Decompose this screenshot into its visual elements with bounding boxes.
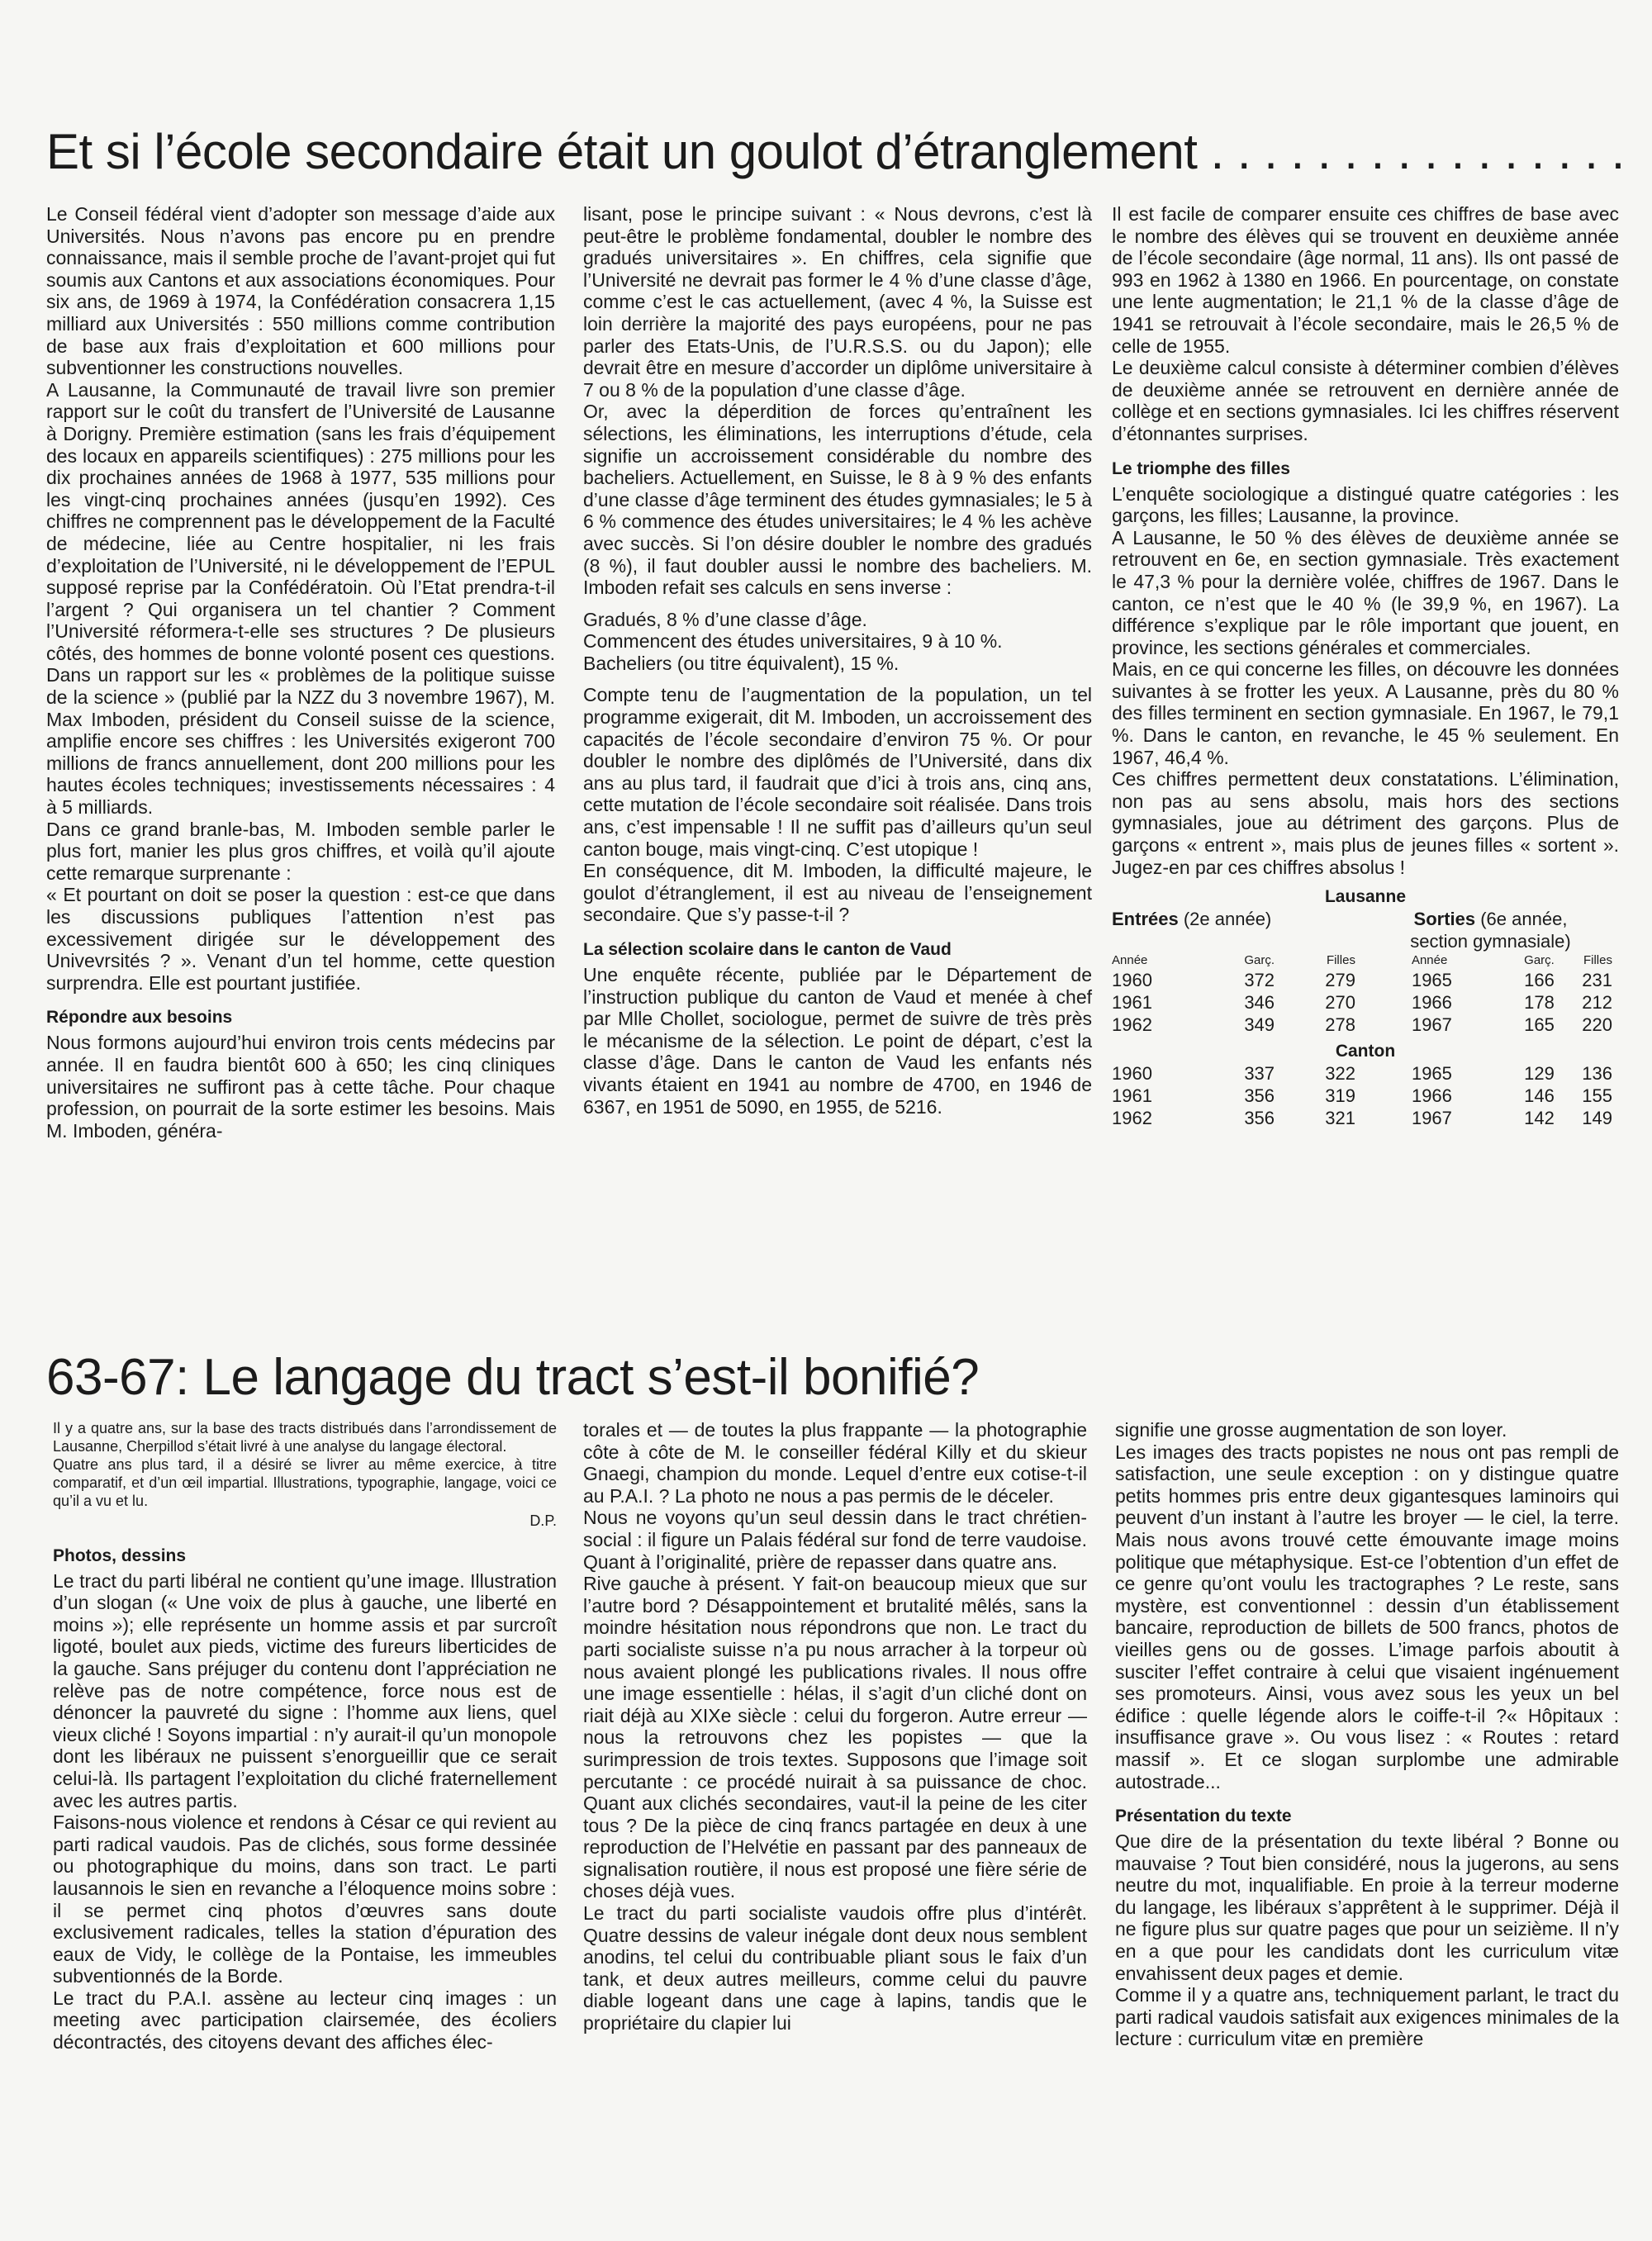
table-cell: 1962 [1112,1014,1152,1036]
table-row [1112,1062,1619,1085]
entries-label: Entrées [1112,909,1179,930]
paragraph: Que dire de la présentation du texte libéral ? Bonne ou mauvaise ? Tout bien considéré, nous la jugerons, au sens neutre du mot, inqualifiable. En proie à la terreur moderne du langage, les libéraux s’apprêtent à le supprimer. Déjà il ne figure plus sur quatre pages que pour un seizième. Il n’y en a que pour les candidats dont les curriculum vitæ envahissent deux pages et demie. [1115,1830,1619,1984]
paragraph: Le tract du parti socialiste vaudois offre plus d’intérêt. Quatre dessins de valeur inégale dont deux nous semblent anodins, tel celui du contribuable pliant sous le faix d’un tank, et deux autres meilleurs, comme celui du pauvre diable logeant dans une cage à lapins, tandis que le propriétaire du clapier lui [583,1902,1087,2034]
table-cell: 231 [1582,970,1612,991]
paragraph: A Lausanne, le 50 % des élèves de deuxième année se retrouvent en 6e, en section gymnasiale. Très exactement le 47,3 % pour la dernière volée, chiffres de 1967. Dans le canton, ce n’est que le 40 % (le 39,9 %, en 1967). La différence s’explique par le rôle important que jouent, en province, les sections générales et commerciales. [1112,526,1619,658]
table-cell: 1962 [1112,1108,1152,1129]
exits-label: Sorties [1413,909,1476,930]
lead-text: Il y a quatre ans, sur la base des tracts distribués dans l’arrondissement de Lausanne, Cherpillod s’était livré à une analyse du langage électoral. [53,1420,557,1455]
table-group-title: Lausanne [1324,887,1407,907]
table-row [1112,991,1619,1014]
paragraph: Comme il y a quatre ans, techniquement parlant, le tract du parti radical vaudois satisfait aux exigences minimales de la lecture : curriculum vitæ en première [1115,1984,1619,2050]
table-cell: 142 [1524,1108,1555,1129]
section-heading: Présentation du texte [1115,1807,1292,1826]
table-row [1112,1107,1619,1129]
paragraph: Or, avec la déperdition de forces qu’entraînent les sélections, les éliminations, les interruptions d’étude, cela signifie un accroissement considérable du nombre des bacheliers. Actuellement, en Suisse, le 8 à 9 % des enfants d’une classe d’âge terminent des études gymnasiales; le 5 à 6 % commence des études universitaires; le 4 % les achève avec succès. Si l’on désire doubler le nombre des gradués (8 %), il faut doubler aussi le nombre des bacheliers. M. Imboden refait ses calculs en sens inverse : [583,401,1092,599]
section-heading: Le triomphe des filles [1112,458,1290,478]
list-line: Gradués, 8 % d’une classe d’âge. [583,608,867,630]
table-cell: 1960 [1112,970,1152,991]
section-heading: Répondre aux besoins [46,1008,233,1028]
table-header-row [1112,952,1619,969]
table-cell: 1966 [1411,1085,1452,1107]
lead-text: Quatre ans plus tard, il a désiré se livrer au même exercice, à titre comparatif, et d’un œil impartial. Illustrations, typographie, langage, voici ce qu’il a vu et lu. [53,1456,557,1509]
table-cell: 166 [1524,970,1555,991]
entries-exits-table [1112,908,1619,1129]
table-cell: 1967 [1411,1014,1452,1036]
paragraph: Dans ce grand branle-bas, M. Imboden semble parler le plus fort, manier les plus gros chiffres, et voilà qu’il ajoute cette remarque surprenante : [46,818,555,884]
table-cell: 1961 [1112,992,1152,1014]
article2-column-2 [583,1419,1087,2034]
table-cell: 270 [1325,992,1355,1014]
column-header: Garç. [1524,953,1555,968]
table-cell: 321 [1325,1108,1355,1129]
table-cell: 165 [1524,1014,1555,1036]
table-cell: 1965 [1411,970,1452,991]
column-header: Filles [1326,953,1355,968]
table-cell: 220 [1582,1014,1612,1036]
table-cell: 146 [1524,1085,1555,1107]
table-cell: 372 [1244,970,1275,991]
table-row [1112,969,1619,991]
paragraph: L’enquête sociologique a distingué quatre catégories : les garçons, les filles; Lausanne, la province. [1112,482,1619,527]
paragraph: En conséquence, dit M. Imboden, la difficulté majeure, le goulot d’étranglement, il est au niveau de l’enseignement secondaire. Que s’y passe-t-il ? [583,860,1092,926]
paragraph: Ces chiffres permettent deux constatations. L’élimination, non pas au sens absolu, mais hors des sections gymnasiales, joue au détriment des garçons. Plus de garçons « entrent », mais plus de jeunes filles « sortent ». Jugez-en par ces chiffres absolus ! [1112,768,1619,878]
table-cell: 1965 [1411,1063,1452,1085]
table-cell: 278 [1325,1014,1355,1036]
paragraph: Nous formons aujourd’hui environ trois cents médecins par année. Il en faudra bientôt 600 à 650; les cinq cliniques universitaires ne suffiront pas à cette tâche. Pour chaque profession, on pourrait de la sorte estimer les besoins. Mais M. Imboden, généra- [46,1032,555,1142]
paragraph: « Et pourtant on doit se poser la question : est-ce que dans les discussions publiques l’attention n’est pas excessivement dirigée sur le développement des Univevrsités ? ». Venant d’un tel homme, cette question surprendra. Elle est pourtant justifiée. [46,884,555,994]
column-header: Filles [1583,953,1612,968]
article1-column-2 [583,203,1092,1118]
table-row [1112,1085,1619,1107]
article2-column-1 [53,1419,557,2053]
table-cell: 136 [1582,1063,1612,1085]
paragraph: Mais, en ce qui concerne les filles, on découvre les données suivantes à se frotter les yeux. A Lausanne, près du 80 % des filles terminent en section gymnasiale. En 1967, le 79,1 %. Dans le canton, en revanche, le 45 % seulement. En 1967, 46,4 %. [1112,658,1619,768]
entries-sub: (2e année) [1183,909,1272,930]
paragraph: Une enquête récente, publiée par le Département de l’instruction publique du canton de Vaud et menée à chef par Mlle Chollet, sociologue, permet de suivre de très près le mécanisme de la sélection. Le point de départ, c’est la classe d’âge. Dans le canton de Vaud les enfants nés vivants étaient en 1941 au nombre de 4700, en 1946 de 6367, en 1951 de 5090, en 1955, de 5216. [583,964,1092,1118]
paragraph: Compte tenu de l’augmentation de la population, un tel programme exigerait, dit M. Imboden, un accroissement des capacités de l’école secondaire d’environ 75 %. Or pour doubler le nombre des diplômés de l’Université, dans dix ans au plus tard, il faudrait que d’ici à trois ans, cinq ans, cette mutation de l’école secondaire soit réalisée. Dans trois ans, c’est impensable ! Il ne suffit pas d’ailleurs qu’un seul canton bouge, mais vingt-cinq. C’est utopique ! [583,684,1092,860]
table-cell: 349 [1244,1014,1275,1036]
paragraph: Le deuxième calcul consiste à déterminer combien d’élèves de deuxième année se retrouvent en dernière année de collège et en sections gymnasiales. Ici les chiffres réservent d’étonnantes surprises. [1112,357,1619,444]
table-cell: 155 [1582,1085,1612,1107]
paragraph: Le tract du P.A.I. assène au lecteur cinq images : un meeting avec participation clairsemée, des écoliers décontractés, des citoyens devant des affiches élec- [53,1987,557,2053]
table-cell: 212 [1582,992,1612,1014]
paragraph: Le Conseil fédéral vient d’adopter son message d’aide aux Universités. Nous n’avons pas encore pu en prendre connaissance, mais il semble proche de l’avant-projet qui fut soumis aux Cantons et aux associations économiques. Pour six ans, de 1969 à 1974, la Confédération consacrera 1,15 milliard aux Universités : 550 millions comme contribution de base aux frais d’exploitation et 600 millions pour subventionner les constructions nouvelles. [46,203,555,379]
column-header: Année [1112,953,1148,968]
article2-title: 63-67: Le langage du tract s’est-il bonifié? [46,1349,980,1406]
paragraph: Faisons-nous violence et rendons à César ce qui revient au parti radical vaudois. Pas de clichés, sous forme dessinée ou photographique du moins, dans son tract. Le parti lausannois le sien en revanche a l’éloquence moins sobre : il se permet cinq photos d’œuvres sans doute exclusivement radicales, telles la station d’épuration des eaux de Vidy, le collège de la Pontaise, les immeubles subventionnés de la Borde. [53,1811,557,1987]
section-heading: La sélection scolaire dans le canton de Vaud [583,940,952,959]
paragraph: torales et — de toutes la plus frappante — la photographie côte à côte de M. le conseiller fédéral Killy et du skieur Gnaegi, champion du monde. Lequel d’entre eux cotise-t-il au P.A.I. ? La photo ne nous a pas permis de le déceler. [583,1419,1087,1507]
table-group-title: Canton [1335,1042,1396,1061]
table-cell: 356 [1244,1085,1275,1107]
statistics-table [1112,886,1619,1129]
paragraph: Nous ne voyons qu’un seul dessin dans le tract chrétien-social : il figure un Palais fédéral sur fond de terre vaudoise. Quant à l’originalité, prière de repasser dans quatre ans. [583,1507,1087,1573]
paragraph: Le tract du parti libéral ne contient qu’une image. Illustration d’un slogan (« Une voix de plus à gauche, une liberté en moins »); elle représente un homme assis et par surcroît ligoté, boulet aux pieds, victime des fureurs liberticides de la gauche. Sans préjuger du contenu dont l’appréciation ne relève pas de notre compétence, force nous est de dénoncer la pauvreté du signe : l’homme aux liens, quel vieux cliché ! Soyons impartial : n’y aurait-il qu’un monopole dont les libéraux ne puissent s’enorgueillir que ce serait celui-là. Ils partagent l’exploitation du cliché fraternellement avec les autres partis. [53,1569,557,1811]
table-cell: 1966 [1411,992,1452,1014]
exits-sub: (6e année, [1480,909,1568,930]
article1-column-1 [46,203,555,1142]
table-cell: 1967 [1411,1108,1452,1129]
paragraph: signifie une grosse augmentation de son loyer. [1115,1419,1507,1441]
article2-column-3 [1115,1419,1619,2050]
column-header: Année [1411,953,1448,968]
paragraph: Rive gauche à présent. Y fait-on beaucoup mieux que sur l’autre bord ? Désappointement et brutalité mêlés, sans la moindre hésitation nous répondrons que non. Le tract du parti socialiste suisse n’a pu nous arracher à la torpeur où nous avaient plongé les publications rivales. Il nous offre une image essentielle : hélas, il s’agit d’un cliché dont on riait déjà au XIXe siècle : celui du forgeron. Autre erreur — nous la retrouvons chez les popistes — que la surimpression de trois textes. Supposons que l’image soit percutante : ce procédé nuirait à sa puissance de choc. Quant aux clichés secondaires, vaut-il la peine de les citer tous ? De la pièce de cinq francs partagée en deux à une reproduction de l’Helvétie en passant par des panneaux de signalisation routière, il nous est proposé une fière série de choses déjà vues. [583,1573,1087,1902]
table-cell: 346 [1244,992,1275,1014]
table-cell: 356 [1244,1108,1275,1129]
section-heading: Photos, dessins [53,1545,187,1565]
table-cell: 1961 [1112,1085,1152,1107]
signature: D.P. [529,1512,557,1529]
list-line: Bacheliers (ou titre équivalent), 15 %. [583,652,900,674]
article1-title: Et si l’école secondaire était un goulot d’étranglement . . . . . . . . . . . . . . . . [46,124,1625,179]
article1-column-3 [1112,203,1619,1129]
table-cell: 129 [1524,1063,1555,1085]
table-cell: 319 [1325,1085,1355,1107]
paragraph: A Lausanne, la Communauté de travail livre son premier rapport sur le coût du transfert de l’Université de Lausanne à Dorigny. Première estimation (sans les frais d’équipement des locaux en appareils scientifiques) : 275 millions pour les dix prochaines années de 1968 à 1977, 535 millions pour les vingt-cinq prochaines années (jusqu’en 1992). Ces chiffres ne comprennent pas le développement de la Faculté de médecine, liée au Centre hospitalier, ni les frais d’exploitation de l’Université, ni le développement de l’EPUL supposé reprise par la Confédératoin. Où l’Etat prendra-t-il l’argent ? Qui organisera un tel chantier ? Comment l’Université réformera-t-elle ses structures ? De plusieurs côtés, des hommes de bonne volonté posent ces questions. Dans un rapport sur les « problèmes de la politique suisse de la science » (publié par la NZZ du 3 novembre 1967), M. Max Imboden, président du Conseil suisse de la science, amplifie encore ses chiffres : les Universités exigeront 700 millions de francs annuellement, dont 200 millions pour les hautes écoles techniques; investissements nécessaires : 4 à 5 milliards. [46,378,555,819]
table-cell: 178 [1524,992,1555,1014]
table-cell: 279 [1325,970,1355,991]
list-line: Commencent des études universitaires, 9 à 10 %. [583,630,1003,653]
table-row [1112,1014,1619,1036]
exits-sub-2: section gymnasiale) [1410,931,1571,952]
table-cell: 149 [1582,1108,1612,1129]
paragraph: Il est facile de comparer ensuite ces chiffres de base avec le nombre des élèves qui se trouvent en deuxième année de l’école secondaire (âge normal, 11 ans). Ils ont passé de 993 en 1962 à 1380 en 1966. En pourcentage, on constate une lente augmentation; le 21,1 % de la classe d’âge de 1941 se retrouvait à l’école secondaire, mais le 26,5 % de celle de 1955. [1112,203,1619,357]
table-cell: 1960 [1112,1063,1152,1085]
paragraph: lisant, pose le principe suivant : « Nous devrons, c’est là peut-être le problème fondamental, doubler le nombre des gradués universitaires ». En chiffres, cela signifie que l’Université ne devrait pas former le 4 % d’une classe d’âge, comme c’est le cas actuellement, (avec 4 %, la Suisse est loin derrière la majorité des pays européens, pour ne pas parler des Etats-Unis, de l’U.R.S.S. ou du Japon); elle devrait être en mesure d’accorder un diplôme universitaire à 7 ou 8 % de la population d’une classe d’âge. [583,203,1092,401]
table-cell: 322 [1325,1063,1355,1085]
column-header: Garç. [1244,953,1275,968]
paragraph: Les images des tracts popistes ne nous ont pas rempli de satisfaction, une seule exception : on y distingue quatre petits hommes pris entre deux gigantesques laminoirs qui peuvent d’un instant à l’autre les broyer — le ciel, la terre. Mais nous avons trouvé cette émouvante image moins politique que métaphysique. Est-ce l’obtention d’un effet de ce genre qu’ont voulu les tractographes ? Le reste, sans mystère, est conventionnel : dessin d’un établissement bancaire, reproduction de billets de 500 francs, photos de vieilles gens ou de gosses. L’image parfois aboutit à susciter l’effet contraire à celui que visaient ingénuement ses promoteurs. Ainsi, vous avez sous les yeux un bel édifice : quelle légende alors le coiffe-t-il ?« Hôpitaux : insuffisance grave ». Ou vous lisez : « Routes : retard massif ». Et ce slogan surplombe une admirable autostrade... [1115,1441,1619,1792]
table-cell: 337 [1244,1063,1275,1085]
